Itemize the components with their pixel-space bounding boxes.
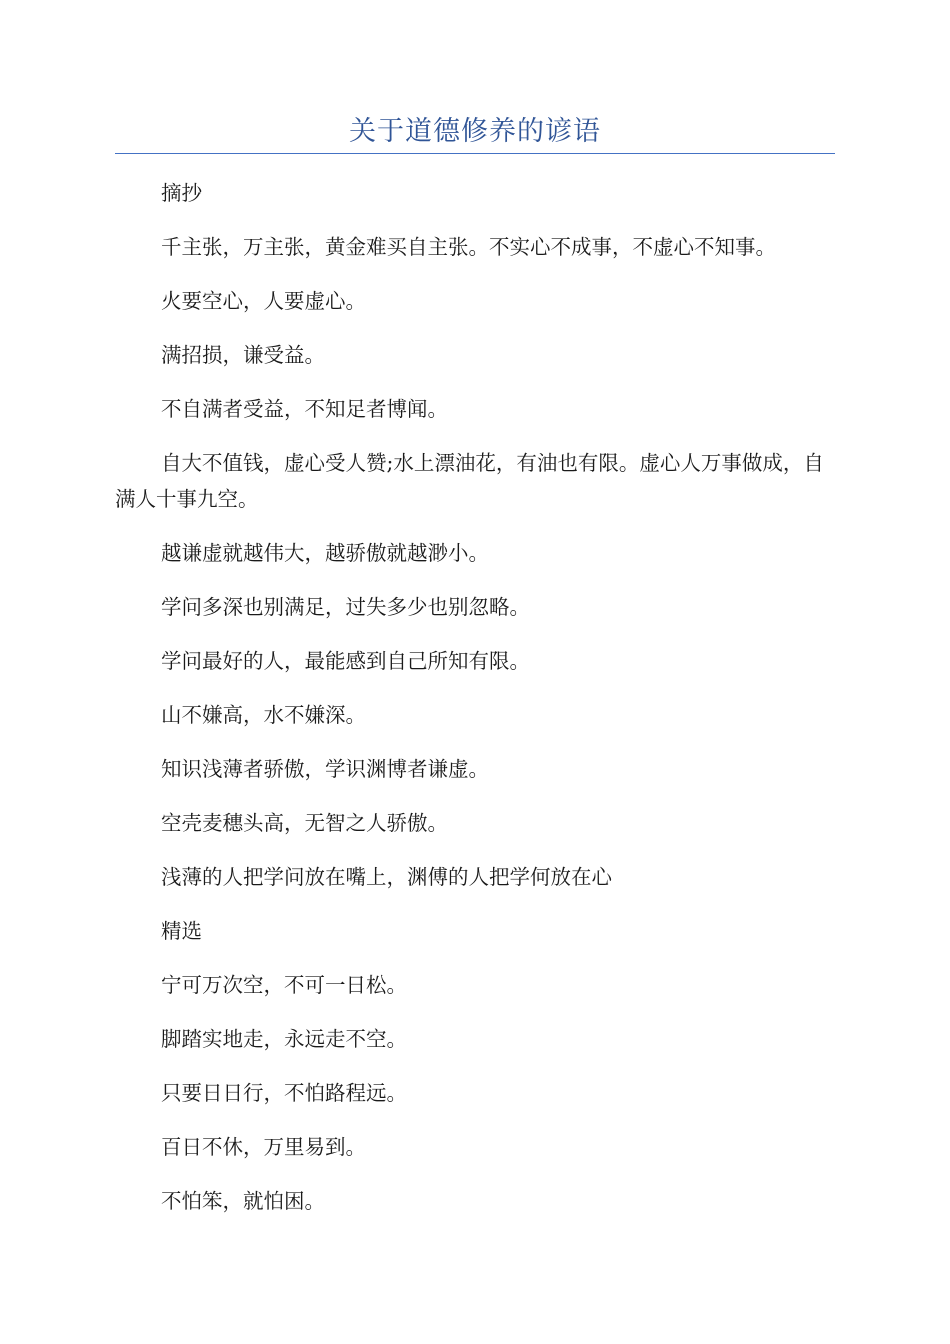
section-heading-excerpt: 摘抄 (161, 181, 202, 205)
document-title: 关于道德修养的谚语 (349, 116, 601, 147)
proverb-paragraph: 空壳麦穗头高，无智之人骄傲。 (161, 811, 448, 835)
proverb-paragraph: 脚踏实地走，永远走不空。 (161, 1027, 407, 1051)
proverb-paragraph: 自大不值钱，虚心受人赞;水上漂油花，有油也有限。虚心人万事做成，自满人十事九空。 (115, 451, 824, 511)
proverb-paragraph: 千主张，万主张，黄金难买自主张。不实心不成事，不虚心不知事。 (161, 235, 776, 259)
document-body (115, 175, 825, 1237)
proverb-paragraph: 不自满者受益，不知足者博闻。 (161, 397, 448, 421)
proverb-paragraph: 知识浅薄者骄傲，学识渊博者谦虚。 (161, 757, 489, 781)
proverb-paragraph: 不怕笨，就怕困。 (161, 1189, 325, 1213)
proverb-paragraph: 学问多深也别满足，过失多少也别忽略。 (161, 595, 530, 619)
proverb-paragraph: 越谦虚就越伟大，越骄傲就越渺小。 (161, 541, 489, 565)
proverb-paragraph: 学问最好的人，最能感到自己所知有限。 (161, 649, 530, 673)
proverb-paragraph: 只要日日行，不怕路程远。 (161, 1081, 407, 1105)
proverb-paragraph: 山不嫌高，水不嫌深。 (161, 703, 366, 727)
proverb-paragraph: 宁可万次空，不可一日松。 (161, 973, 407, 997)
proverb-paragraph: 百日不休，万里易到。 (161, 1135, 366, 1159)
proverb-paragraph: 浅薄的人把学问放在嘴上，渊傅的人把学何放在心 (161, 865, 612, 889)
title-underline (115, 153, 835, 154)
proverb-paragraph: 火要空心，人要虚心。 (161, 289, 366, 313)
section-heading-selected: 精选 (161, 919, 202, 943)
proverb-paragraph: 满招损，谦受益。 (161, 343, 325, 367)
